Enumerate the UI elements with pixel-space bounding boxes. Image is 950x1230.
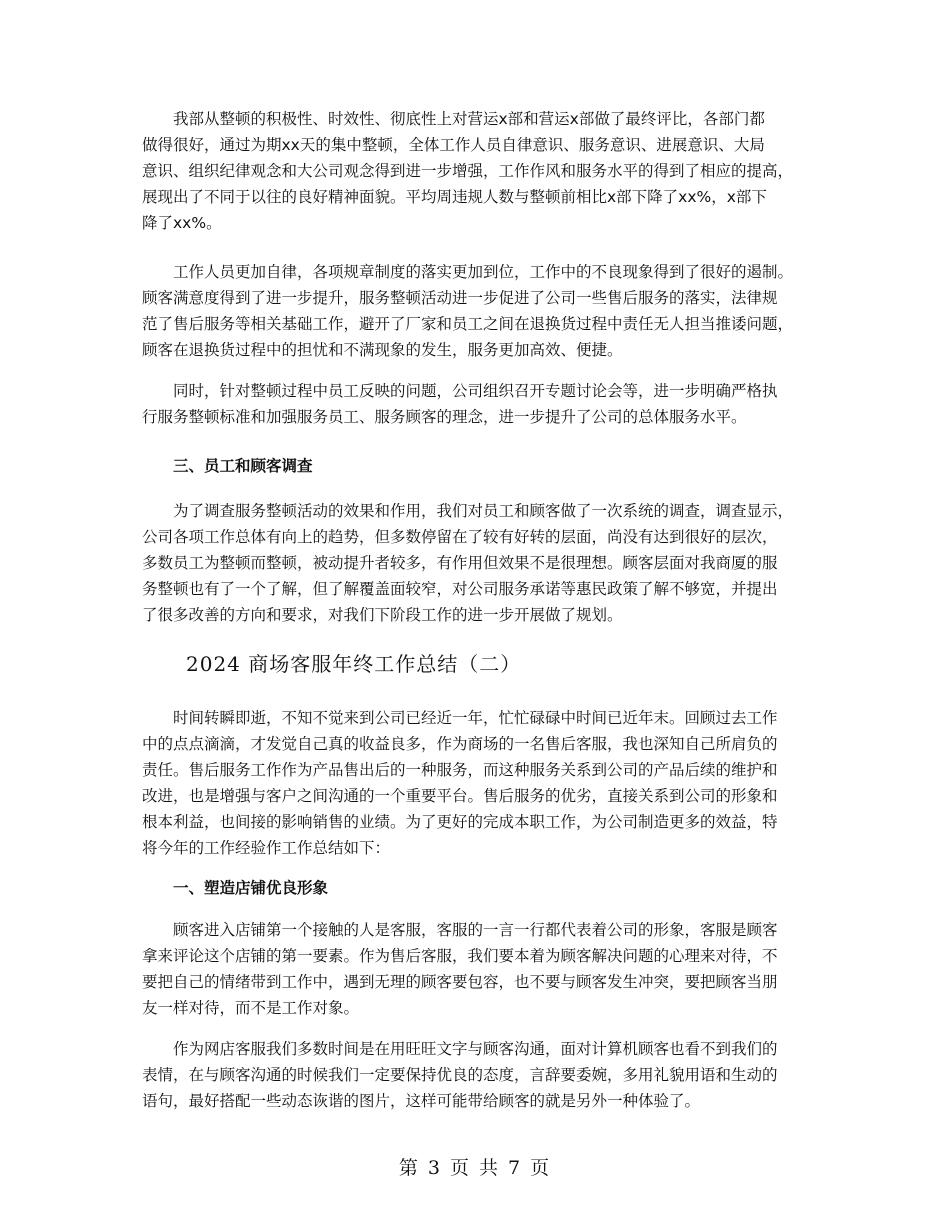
text-line: 顾客在退换货过程中的担忧和不满现象的发生，服务更加高效、便捷。 [142, 341, 623, 359]
text-line: 范了售后服务等相关基础工作，避开了厂家和员工之间在退换货过程中责任无人担当推诿问题， [142, 315, 794, 333]
document-subtitle: 2024 商场客服年终工作总结（二） [186, 652, 522, 676]
text-line: 中的点点滴滴，才发觉自己真的收益良多，作为商场的一名售后客服，我也深知自己所肩负的 [142, 735, 778, 753]
paragraph-store-image [142, 917, 810, 1021]
paragraph-survey [142, 498, 810, 628]
text-line: 拿来评论这个店铺的第一要素。作为售后客服，我们要本着为顾客解决问题的心理来对待，不 [142, 947, 778, 965]
text-line: 时间转瞬即逝，不知不觉来到公司已经近一年，忙忙碌碌中时间已近年末。回顾过去工作 [173, 709, 778, 727]
text-line: 我部从整顿的积极性、时效性、彻底性上对营运x部和营运x部做了最终评比，各部门都 [173, 110, 765, 128]
text-line: 工作人员更加自律，各项规章制度的落实更加到位，工作中的不良现象得到了很好的遏制。 [173, 263, 794, 281]
text-line: 作为网店客服我们多数时间是在用旺旺文字与顾客沟通，面对计算机顾客也看不到我们的 [173, 1040, 778, 1058]
text-line: 同时，针对整顿过程中员工反映的问题，公司组织召开专题讨论会等，进一步明确严格执 [173, 382, 778, 400]
paragraph-meeting [142, 378, 810, 430]
text-line: 为了调查服务整顿活动的效果和作用，我们对员工和顾客做了一次系统的调查，调查显示， [173, 502, 794, 520]
section-heading-survey: 三、员工和顾客调查 [173, 457, 313, 475]
text-line: 将今年的工作经验作工作总结如下： [142, 839, 391, 857]
text-line: 意识、组织纪律观念和大公司观念得到进一步增强，工作作风和服务水平的得到了相应的提高， [142, 162, 794, 180]
text-line: 了很多改善的方向和要求，对我们下阶段工作的进一步开展做了规划。 [142, 606, 623, 624]
text-line: 要把自己的情绪带到工作中，遇到无理的顾客要包容，也不要与顾客发生冲突，要把顾客当朋 [142, 973, 778, 991]
text-line: 多数员工为整顿而整顿，被动提升者较多，有作用但效果不是很理想。顾客层面对我商厦的服 [142, 554, 778, 572]
text-line: 根本利益，也间接的影响销售的业绩。为了更好的完成本职工作，为公司制造更多的效益，特 [142, 813, 778, 831]
text-line: 展现出了不同于以往的良好精神面貌。平均周违规人数与整顿前相比x部下降了xx%，x部下 [142, 188, 767, 206]
text-line: 语句，最好搭配一些动态诙谐的图片，这样可能带给顾客的就是另外一种体验了。 [142, 1092, 701, 1110]
text-line: 友一样对待，而不是工作对象。 [142, 999, 360, 1017]
page-number-footer: 第 3 页 共 7 页 [398, 1157, 552, 1179]
section-heading-store-image: 一、塑造店铺优良形象 [173, 879, 329, 897]
paragraph-evaluation [142, 106, 810, 236]
paragraph-self-discipline [142, 259, 810, 363]
text-line: 责任。售后服务工作作为产品售出后的一种服务，而这种服务关系到公司的产品后续的维护和 [142, 761, 778, 779]
paragraph-online-service [142, 1036, 810, 1114]
text-line: 顾客满意度得到了进一步提升，服务整顿活动进一步促进了公司一些售后服务的落实，法律规 [142, 289, 778, 307]
text-line: 顾客进入店铺第一个接触的人是客服，客服的一言一行都代表着公司的形象，客服是顾客 [173, 921, 778, 939]
text-line: 降了xx%。 [142, 214, 222, 232]
text-line: 改进，也是增强与客户之间沟通的一个重要平台。售后服务的优劣，直接关系到公司的形象和 [142, 787, 778, 805]
text-line: 表情，在与顾客沟通的时候我们一定要保持优良的态度，言辞要委婉，多用礼貌用语和生动的 [142, 1066, 778, 1084]
paragraph-introduction [142, 705, 810, 861]
text-line: 行服务整顿标准和加强服务员工、服务顾客的理念，进一步提升了公司的总体服务水平。 [142, 408, 747, 426]
text-line: 做得很好，通过为期xx天的集中整顿，全体工作人员自律意识、服务意识、进展意识、大局 [142, 136, 765, 154]
text-line: 公司各项工作总体有向上的趋势，但多数停留在了较有好转的层面，尚没有达到很好的层次， [142, 528, 778, 546]
text-line: 务整顿也有了一个了解，但了解覆盖面较窄，对公司服务承诺等惠民政策了解不够宽，并提出 [142, 580, 778, 598]
